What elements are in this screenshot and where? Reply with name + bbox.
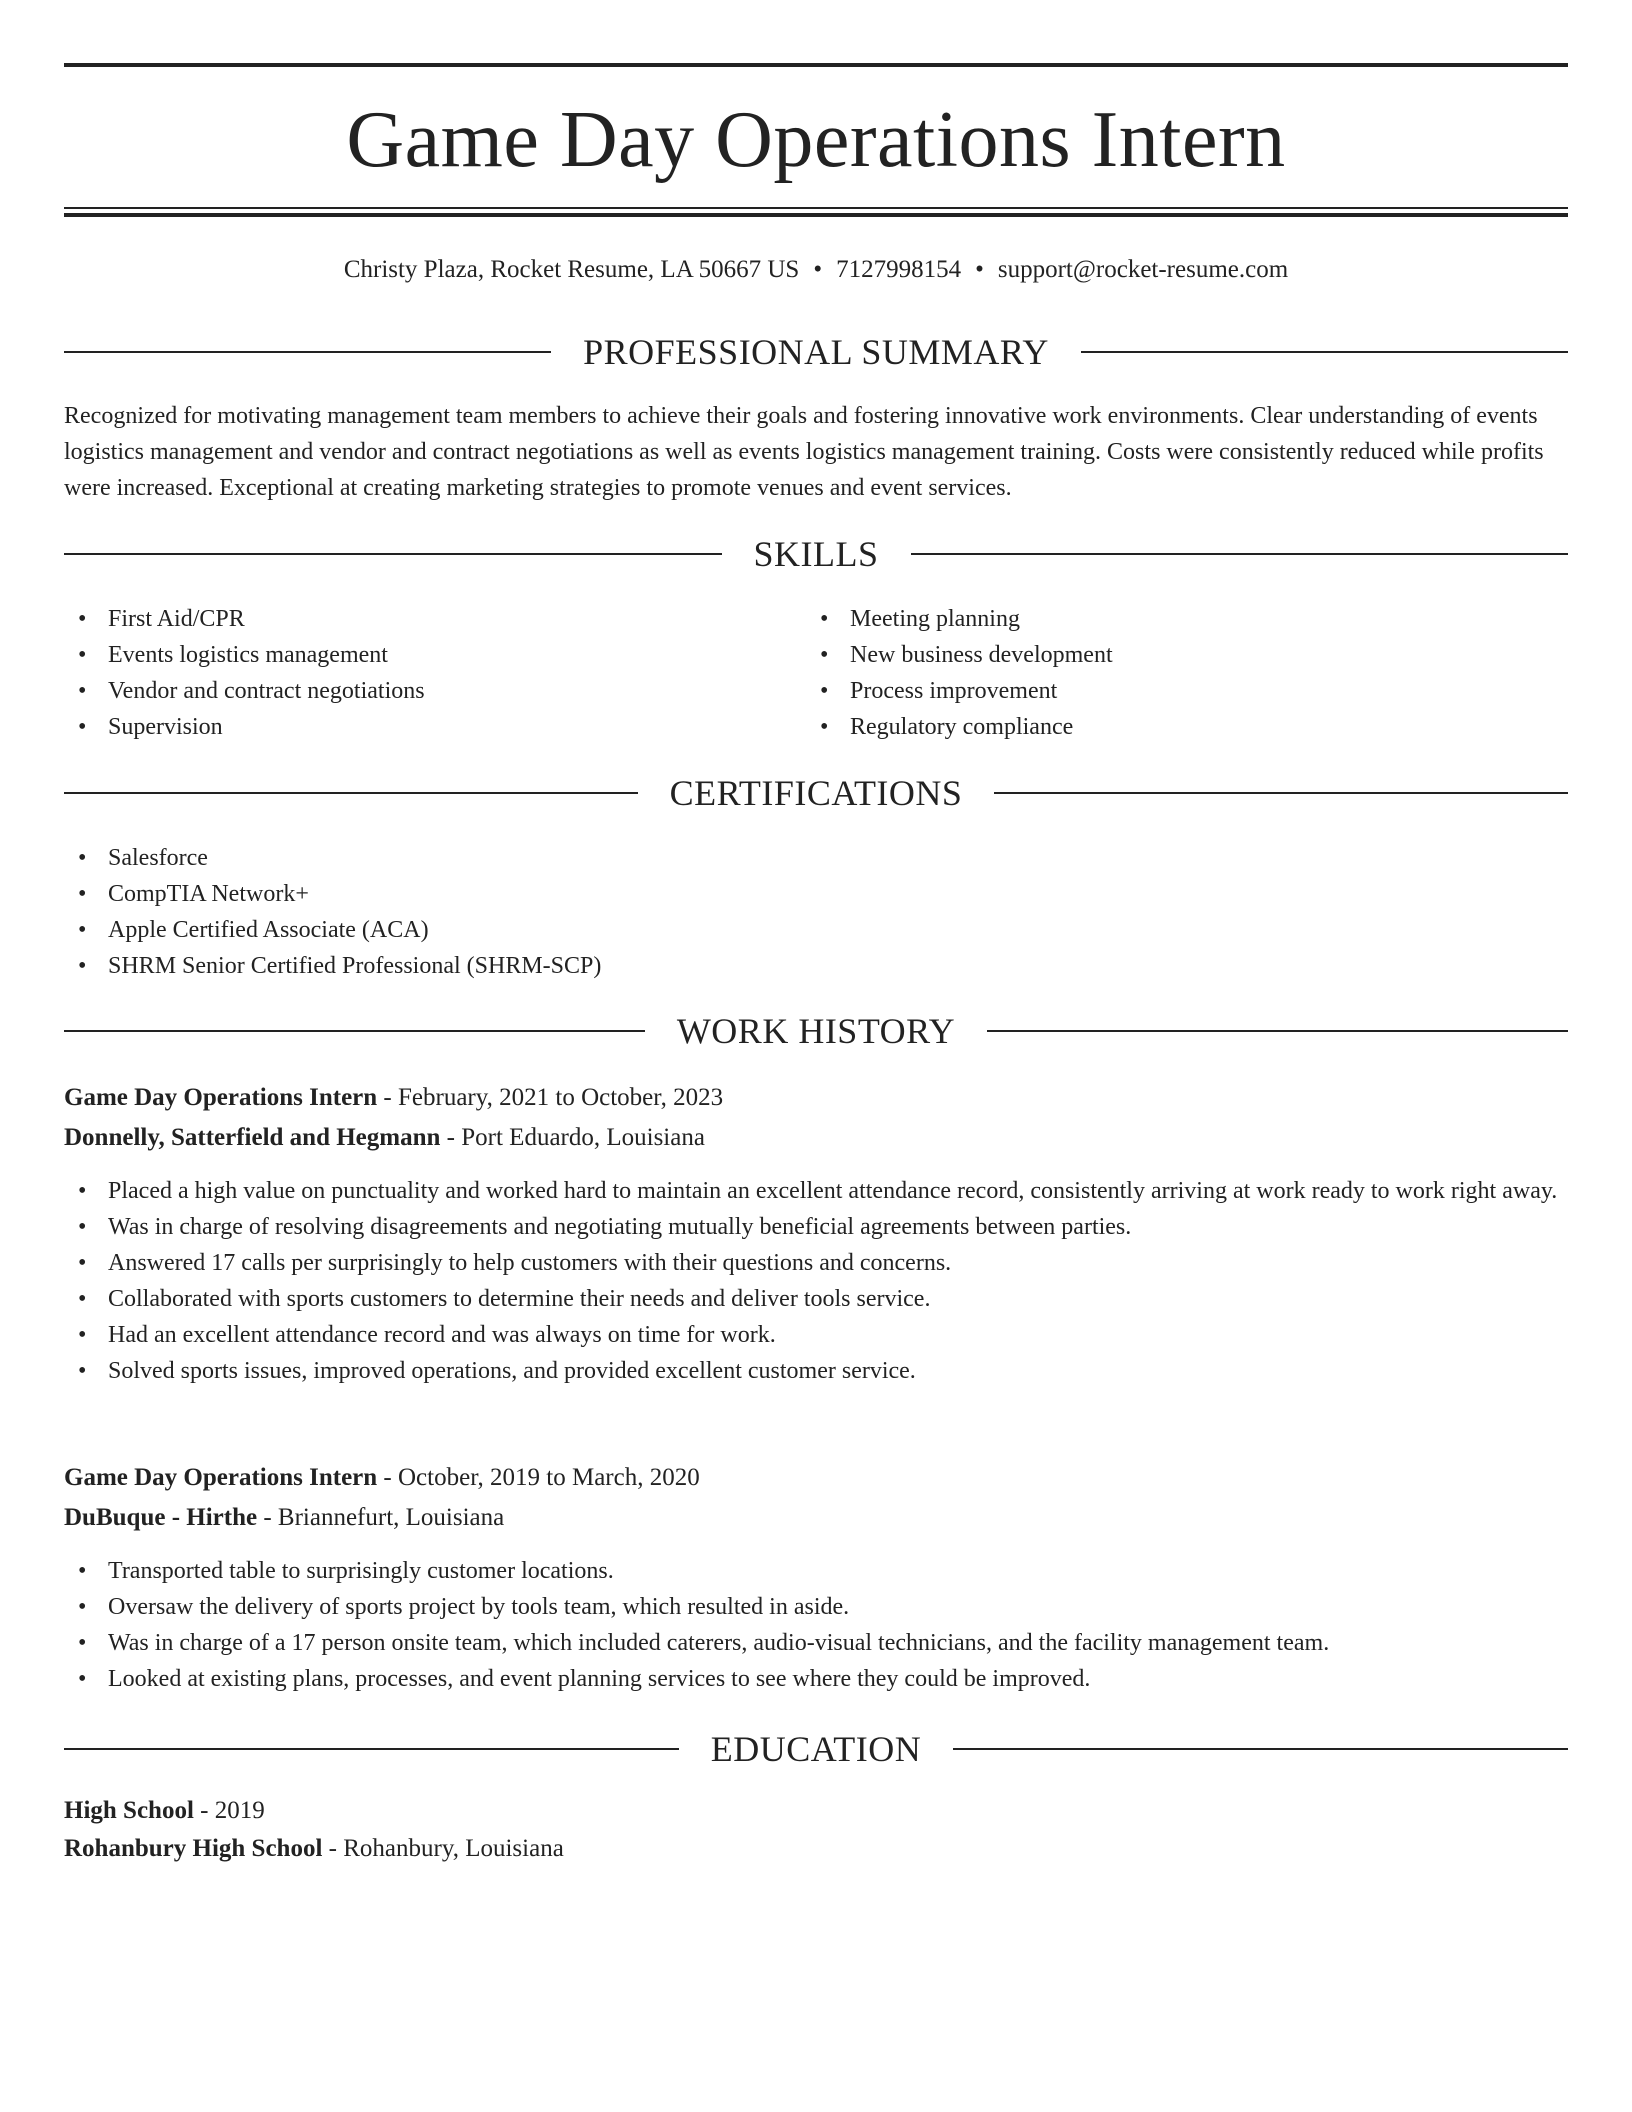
- certification-item: • CompTIA Network+: [64, 876, 1464, 912]
- summary-text: Recognized for motivating management team members to achieve their goals and fostering innovative work environments. Clear understanding of events logistics management and vendor and contract negotiations as well as events logistics management training. Costs were consistently reduced while profits were increased. Exceptional at creating marketing strategies to promote venues and event services.: [64, 403, 1544, 501]
- job-bullet: • Had an excellent attendance record and was always on time for work.: [64, 1317, 1568, 1353]
- education-location: - Rohanbury, Louisiana: [322, 1835, 564, 1862]
- heading-rule: [64, 553, 722, 555]
- job-bullet: • Looked at existing plans, processes, and event planning services to see where they could be improved.: [64, 1661, 1568, 1697]
- skill-item: • Events logistics management: [64, 637, 764, 673]
- education-degree: High School: [64, 1797, 194, 1824]
- job-title-line: [64, 1080, 1568, 1116]
- job-bullet: • Transported table to surprisingly customer locations.: [64, 1553, 1568, 1589]
- job-title: Game Day Operations Intern: [64, 1464, 378, 1491]
- skill-item: • Vendor and contract negotiations: [64, 673, 764, 709]
- skill-item: • New business development: [806, 637, 1506, 673]
- section-title: EDUCATION: [710, 1729, 922, 1769]
- job-bullet: • Oversaw the delivery of sports project by tools team, which resulted in aside.: [64, 1589, 1568, 1625]
- certification-item: • Apple Certified Associate (ACA): [64, 912, 1464, 948]
- job-company-line: [64, 1120, 1568, 1156]
- certification-item: • SHRM Senior Certified Professional (SHRM-SCP): [64, 948, 1464, 984]
- job-bullet: • Answered 17 calls per surprisingly to help customers with their questions and concerns.: [64, 1245, 1568, 1281]
- job-bullet: • Solved sports issues, improved operations, and provided excellent customer service.: [64, 1353, 1568, 1389]
- job-bullet: • Was in charge of a 17 person onsite team, which included caterers, audio-visual technicians, and the facility management team.: [64, 1625, 1568, 1661]
- job-bullet: • Was in charge of resolving disagreements and negotiating mutually beneficial agreements between parties.: [64, 1209, 1568, 1245]
- section-heading-work-history: [64, 1009, 1568, 1053]
- heading-rule: [953, 1748, 1568, 1750]
- job-location: - Port Eduardo, Louisiana: [440, 1124, 705, 1151]
- contact-email: support@rocket-resume.com: [997, 256, 1289, 283]
- job-company: DuBuque - Hirthe: [64, 1504, 258, 1531]
- heading-rule: [911, 553, 1569, 555]
- job-company: Donnelly, Satterfield and Hegmann: [64, 1124, 441, 1151]
- skills-list-left: [64, 601, 764, 745]
- job-bullets: [64, 1173, 1568, 1389]
- section-heading-certifications: [64, 771, 1568, 815]
- job-bullet: • Placed a high value on punctuality and worked hard to maintain an excellent attendance record, consistently arriving at work ready to work right away.: [64, 1173, 1568, 1209]
- education-degree-line: [64, 1793, 1568, 1829]
- section-title: SKILLS: [753, 534, 879, 574]
- heading-rule: [1081, 351, 1568, 353]
- job-title-line: [64, 1460, 1568, 1496]
- education-school-line: [64, 1831, 1568, 1867]
- certifications-list: [64, 840, 1464, 984]
- heading-rule: [64, 1748, 679, 1750]
- resume-title: Game Day Operations Intern: [346, 96, 1286, 184]
- job-dates: - February, 2021 to October, 2023: [377, 1084, 724, 1111]
- contact-phone: 7127998154: [836, 256, 962, 283]
- section-title: WORK HISTORY: [676, 1011, 956, 1051]
- heading-rule: [64, 1030, 645, 1032]
- skill-item: • Meeting planning: [806, 601, 1506, 637]
- job-dates: - October, 2019 to March, 2020: [377, 1464, 700, 1491]
- skill-item: • First Aid/CPR: [64, 601, 764, 637]
- education-year: - 2019: [193, 1797, 265, 1824]
- job-title: Game Day Operations Intern: [64, 1084, 378, 1111]
- heading-rule: [994, 792, 1568, 794]
- heading-rule: [64, 792, 638, 794]
- skill-item: • Process improvement: [806, 673, 1506, 709]
- contact-separator: •: [813, 256, 823, 283]
- contact-address: Christy Plaza, Rocket Resume, LA 50667 US: [343, 256, 800, 283]
- skill-item: • Regulatory compliance: [806, 709, 1506, 745]
- section-heading-skills: [64, 532, 1568, 576]
- job-bullet: • Collaborated with sports customers to determine their needs and deliver tools service.: [64, 1281, 1568, 1317]
- skills-list-right: [806, 601, 1506, 745]
- job-bullets: [64, 1553, 1568, 1697]
- skill-item: • Supervision: [64, 709, 764, 745]
- education-school: Rohanbury High School: [64, 1835, 323, 1862]
- contact-line: [64, 252, 1568, 288]
- section-title: PROFESSIONAL SUMMARY: [583, 332, 1049, 372]
- heading-rule: [987, 1030, 1568, 1032]
- heading-rule: [64, 351, 551, 353]
- job-company-line: [64, 1500, 1568, 1536]
- contact-separator: •: [975, 256, 984, 283]
- section-heading-education: [64, 1727, 1568, 1771]
- certification-item: • Salesforce: [64, 840, 1464, 876]
- top-rule: [64, 63, 1568, 67]
- section-title: CERTIFICATIONS: [669, 773, 963, 813]
- job-location: - Briannefurt, Louisiana: [257, 1504, 505, 1531]
- title-double-rule: [64, 207, 1568, 217]
- section-heading-summary: [64, 330, 1568, 374]
